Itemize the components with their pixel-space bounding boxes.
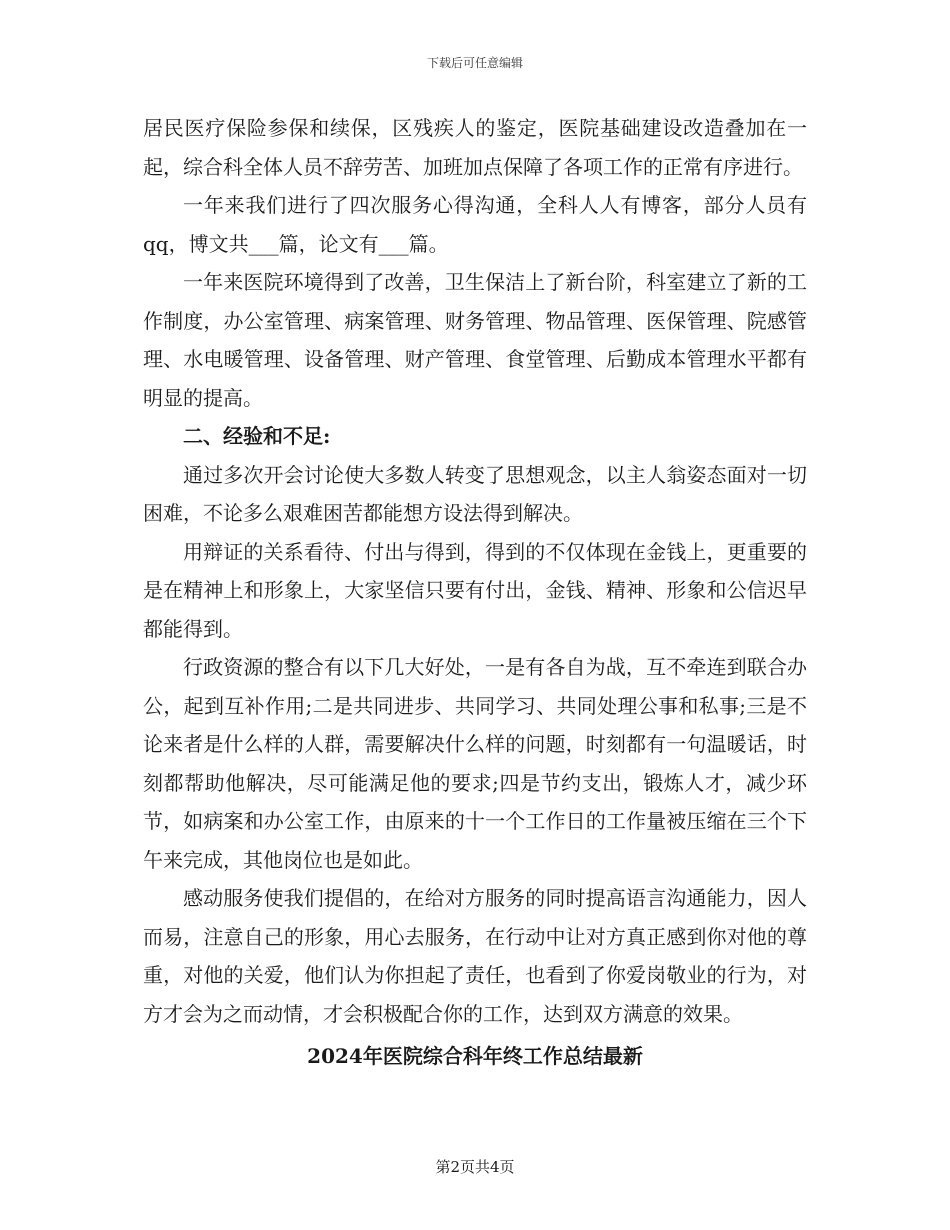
paragraph-meetings: 通过多次开会讨论使大多数人转变了思想观念，以主人翁姿态面对一切困难，不论多么艰难困苦都能想方设法得到解决。 xyxy=(143,462,807,525)
document-title: 2024年医院综合科年终工作总结最新 xyxy=(307,1044,643,1068)
paragraph-communication: 一年来我们进行了四次服务心得沟通，全科人人有博客，部分人员有qq，博文共___篇，论文有___篇。 xyxy=(143,193,807,256)
section-heading-experience: 二、经验和不足: xyxy=(183,424,331,448)
paragraph-service: 感动服务使我们提倡的，在给对方服务的同时提高语言沟通能力，因人而易，注意自己的形象，用心去服务，在行动中让对方真正感到你对他的尊重，对他的关爱，他们认为你担起了责任，也看到了你爱岗敬业的行为，对方才会为之而动情，才会积极配合你的工作，达到双方满意的效果。 xyxy=(143,886,807,1026)
page-footer: 第2页共4页 xyxy=(435,1158,515,1176)
paragraph-environment: 一年来医院环境得到了改善，卫生保洁上了新台阶，科室建立了新的工作制度，办公室管理、病案管理、财务管理、物品管理、医保管理、院感管理、水电暖管理、设备管理、财产管理、食堂管理、后勤成本管理水平都有明显的提高。 xyxy=(143,270,807,410)
document-body xyxy=(143,109,807,1076)
paragraph-dialectic: 用辩证的关系看待、付出与得到，得到的不仅体现在金钱上，更重要的是在精神上和形象上，大家坚信只要有付出，金钱、精神、形象和公信迟早都能得到。 xyxy=(143,539,807,641)
paragraph-resources: 行政资源的整合有以下几大好处，一是有各自为战，互不牵连到联合办公，起到互补作用;二是共同进步、共同学习、共同处理公事和私事;三是不论来者是什么样的人群，需要解决什么样的问题，时刻都有一句温暖话，时刻都帮助他解决，尽可能满足他的要求;四是节约支出，锻炼人才，减少环节，如病案和办公室工作，由原来的十一个工作日的工作量被压缩在三个下午来完成，其他岗位也是如此。 xyxy=(143,655,807,872)
page-header: 下载后可任意编辑 xyxy=(426,56,523,70)
paragraph-insurance: 居民医疗保险参保和续保，区残疾人的鉴定，医院基础建设改造叠加在一起，综合科全体人员不辞劳苦、加班加点保障了各项工作的正常有序进行。 xyxy=(143,116,807,179)
